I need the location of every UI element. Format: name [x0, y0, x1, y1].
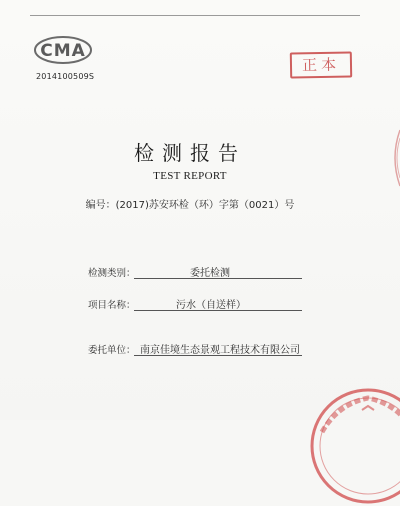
field-client — [88, 342, 318, 358]
field-value: 委托检测 — [190, 268, 230, 279]
field-underline — [134, 310, 302, 311]
official-seal-icon — [308, 386, 400, 506]
field-underline — [134, 355, 302, 356]
original-copy-stamp: 正本 — [290, 51, 352, 78]
field-underline — [134, 278, 302, 279]
report-subtitle: TEST REPORT — [153, 170, 227, 182]
field-value: 污水（自送样） — [176, 300, 246, 311]
cma-logo-icon — [33, 35, 93, 65]
certificate-code: 2014100509S — [36, 72, 95, 81]
field-test-category — [88, 265, 318, 281]
field-label: 项目名称： — [88, 300, 136, 311]
svg-text:CMA: CMA — [40, 41, 86, 61]
page-edge-seal-mark — [384, 128, 400, 188]
field-value: 南京佳境生态景观工程技术有限公司 — [140, 345, 300, 356]
header-divider — [30, 15, 360, 16]
field-label: 委托单位： — [88, 345, 136, 356]
report-number: 编号：(2017)苏安环检（环）字第（0021）号 — [85, 200, 295, 211]
field-label: 检测类别： — [88, 268, 136, 279]
field-project-name — [88, 297, 318, 313]
report-title: 检测报告 — [134, 141, 246, 165]
